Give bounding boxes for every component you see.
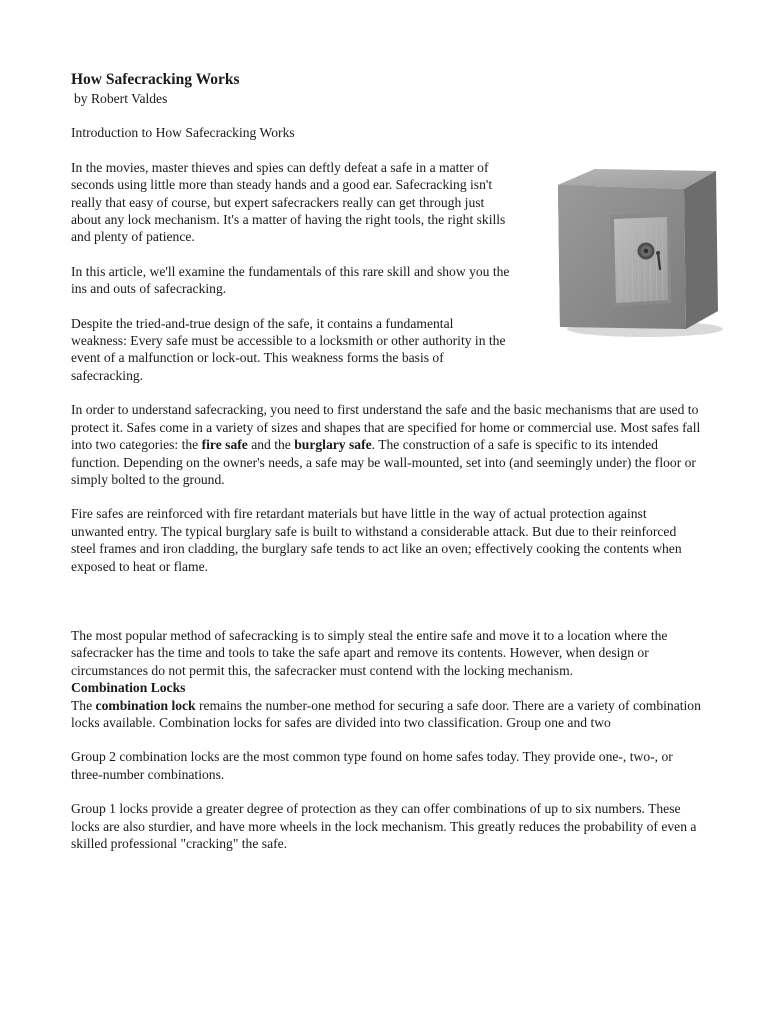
paragraph-7-text-a: The xyxy=(71,697,96,713)
intro-section xyxy=(71,159,701,384)
combination-lock-term: combination lock xyxy=(95,697,196,713)
paragraph-7 xyxy=(71,697,701,732)
article-title: How Safecracking Works xyxy=(71,71,240,88)
paragraph-4-text-a: In order to understand safecracking, you need to first understand the safe and the basic mechanisms that are used to protect it. Safes come in a variety of sizes and shapes that are specified for home or commercial use. Most safes fall into two categories: the xyxy=(71,402,701,453)
paragraph-4-text-c: . The construction of a safe is specific to its intended function. Depending on the owner's needs, a safe may be wall-mounted, set into (and seemingly under) the floor or simply bolted to the ground. xyxy=(71,437,696,487)
intro-heading: Introduction to How Safecracking Works xyxy=(71,125,295,141)
paragraph-2: In this article, we'll examine the fundamentals of this rare skill and show you the ins and outs of safecracking. xyxy=(71,263,510,297)
paragraph-1: In the movies, master thieves and spies can deftly defeat a safe in a matter of seconds using little more than steady hands and a good ear. Safecracking isn't really that easy of course, but expert safecrackers really can get through just about any lock mechanism. It's a matter of having the right tools, the right skills and plenty of patience. xyxy=(71,159,506,245)
document-page xyxy=(71,70,701,852)
intro-text xyxy=(71,159,511,384)
safe-illustration-icon xyxy=(550,163,725,341)
article-byline: by Robert Valdes xyxy=(74,91,168,106)
burglary-safe-term: burglary safe xyxy=(294,437,372,453)
fire-safe-term: fire safe xyxy=(201,437,248,453)
paragraph-4 xyxy=(71,401,701,488)
combination-locks-heading: Combination Locks xyxy=(71,680,186,696)
paragraph-5: Fire safes are reinforced with fire retardant materials but have little in the way of actual protection against unwanted entry. The typical burglary safe is built to withstand a considerable attack. But due to their reinforced steel frames and iron cladding, the burglary safe tends to act like an oven; effectively cooking the contents when exposed to heat or flame. xyxy=(71,506,682,574)
paragraph-9: Group 1 locks provide a greater degree of protection as they can offer combinations of up to six numbers. These locks are also sturdier, and have more wheels in the lock mechanism. This greatly reduces the probability of even a skilled professional "cracking" the safe. xyxy=(71,801,697,851)
paragraph-8: Group 2 combination locks are the most common type found on home safes today. They provide one-, two-, or three-number combinations. xyxy=(71,749,673,782)
safe-image xyxy=(550,163,725,341)
paragraph-7-text-b: remains the number-one method for securing a safe door. There are a variety of combination locks available. Combination locks for safes are divided into two classification. Group one and two xyxy=(71,697,701,730)
paragraph-4-text-b: and the xyxy=(247,437,295,453)
paragraph-6: The most popular method of safecracking is to simply steal the entire safe and move it to a location where the safecracker has the time and tools to take the safe apart and remove its contents. However, when design or circumstances do not permit this, the safecracker must contend with the locking mechanism. xyxy=(71,627,668,678)
paragraph-3: Despite the tried-and-true design of the safe, it contains a fundamental weakness: Every safe must be accessible to a locksmith or other authority in the event of a malfunction or lock-out. This weakness forms the basis of safecracking. xyxy=(71,315,506,383)
section-gap xyxy=(71,575,701,627)
